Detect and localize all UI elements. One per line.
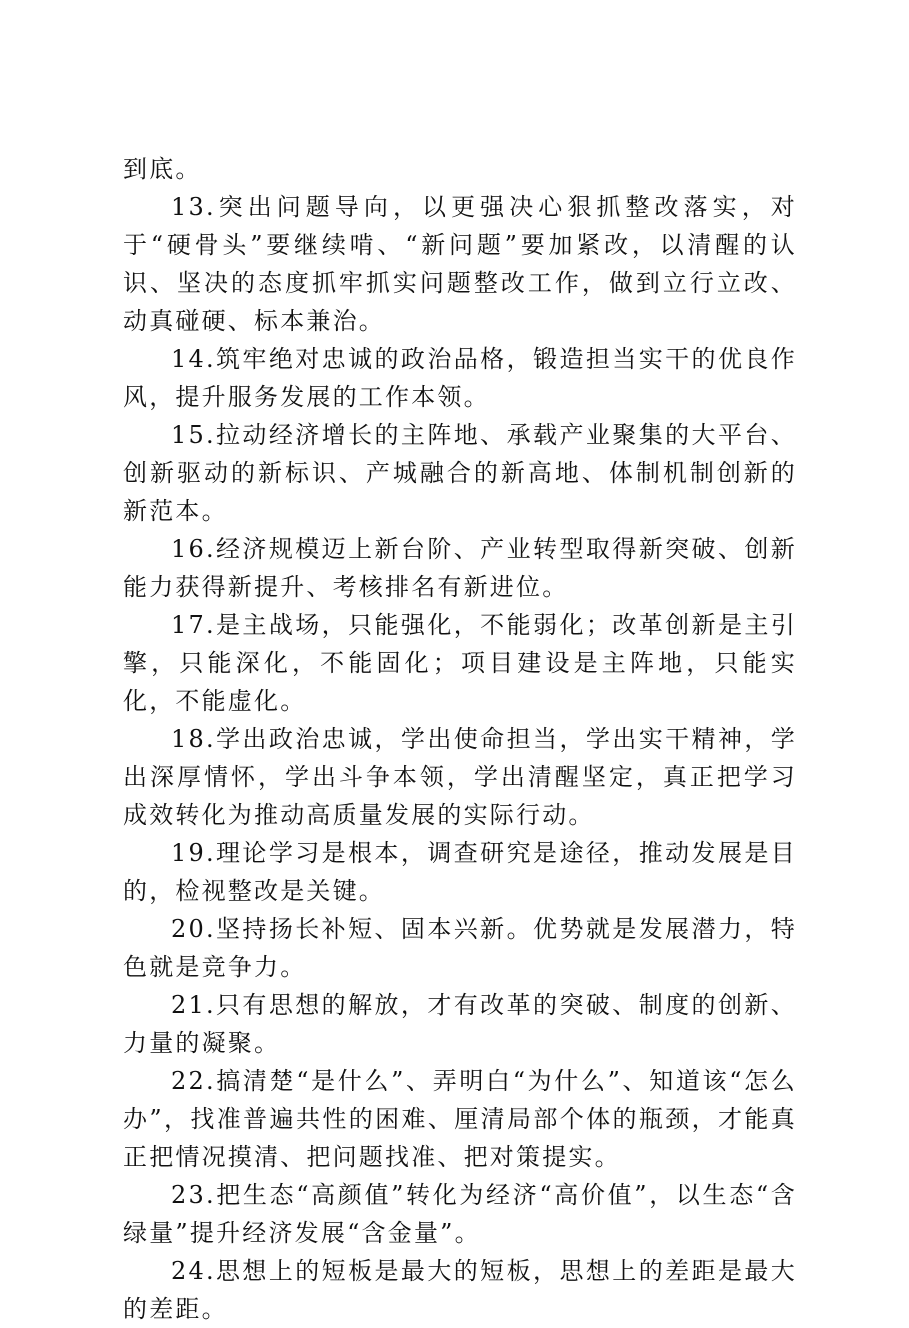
paragraph-17: 17.是主战场，只能强化，不能弱化；改革创新是主引擎，只能深化，不能固化；项目建设是主阵地，只能实化，不能虚化。 — [123, 611, 797, 715]
paragraph-13: 13.突出问题导向，以更强决心狠抓整改落实，对于“硬骨头”要继续啃、“新问题”要加紧改，以清醒的认识、坚决的态度抓牢抓实问题整改工作，做到立行立改、动真碰硬、标本兼治。 — [123, 193, 797, 335]
paragraph-21: 21.只有思想的解放，才有改革的突破、制度的创新、力量的凝聚。 — [123, 991, 797, 1057]
paragraph-22: 22.搞清楚“是什么”、弄明白“为什么”、知道该“怎么办”，找准普遍共性的困难、厘清局部个体的瓶颈，才能真正把情况摸清、把问题找准、把对策提实。 — [123, 1067, 797, 1171]
paragraph-16: 16.经济规模迈上新台阶、产业转型取得新突破、创新能力获得新提升、考核排名有新进位。 — [123, 535, 797, 601]
paragraph-19: 19.理论学习是根本，调查研究是途径，推动发展是目的，检视整改是关键。 — [123, 839, 797, 905]
document-page — [123, 150, 797, 1328]
paragraph-14: 14.筑牢绝对忠诚的政治品格，锻造担当实干的优良作风，提升服务发展的工作本领。 — [123, 345, 797, 411]
paragraph-24: 24.思想上的短板是最大的短板，思想上的差距是最大的差距。 — [123, 1257, 797, 1323]
paragraph-18: 18.学出政治忠诚，学出使命担当，学出实干精神，学出深厚情怀，学出斗争本领，学出清醒坚定，真正把学习成效转化为推动高质量发展的实际行动。 — [123, 725, 797, 829]
paragraph-23: 23.把生态“高颜值”转化为经济“高价值”，以生态“含绿量”提升经济发展“含金量”。 — [123, 1181, 797, 1247]
paragraph-20: 20.坚持扬长补短、固本兴新。优势就是发展潜力，特色就是竞争力。 — [123, 915, 797, 981]
paragraph-continuation: 到底。 — [123, 155, 202, 183]
paragraph-15: 15.拉动经济增长的主阵地、承载产业聚集的大平台、创新驱动的新标识、产城融合的新高地、体制机制创新的新范本。 — [123, 421, 797, 525]
